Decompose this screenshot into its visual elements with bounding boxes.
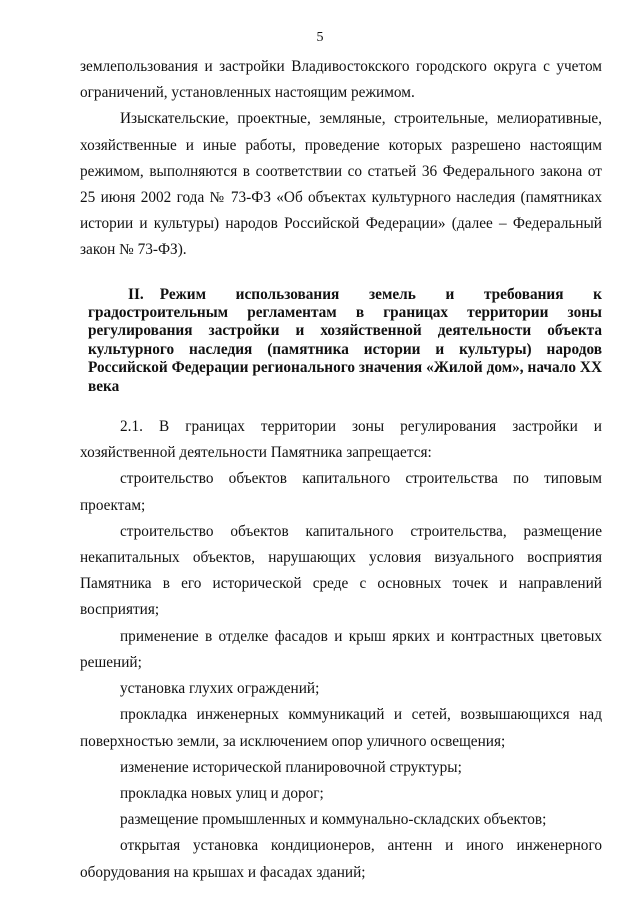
section-heading (80, 286, 602, 396)
list-item: открытая установка кондиционеров, антенн и иного инженерного оборудования на крышах и фасадах зданий; (80, 837, 602, 881)
document-body (80, 54, 602, 886)
section-number: II. (128, 285, 144, 303)
list-item: установка глухих ограждений; (120, 680, 320, 698)
list-item: изменение исторической планировочной структуры; (120, 758, 462, 776)
list-item: применение в отделке фасадов и крыш ярких и контрастных цветовых решений; (80, 627, 602, 671)
list-item: прокладка инженерных коммуникаций и сетей, возвышающихся над поверхностью земли, за исключением опор уличного освещения; (80, 706, 602, 750)
paragraph-survey-works: Изыскательские, проектные, земляные, строительные, мелиоративные, хозяйственные и иные работы, проведение которых разрешено настоящим режимом, выполняются в соответствии со статьей 36 Федерального закона от 25 июня 2002 года № 73-ФЗ «Об объектах культурного наследия (памятниках истории и культуры) народов Российской Федерации» (далее – Федеральный закон № 73-ФЗ). (80, 110, 602, 259)
list-item: размещение промышленных и коммунально-складских объектов; (120, 811, 547, 829)
list-item: строительство объектов капитального строительства, размещение некапитальных объектов, нарушающих условия визуального восприятия Памятника в его исторической среде с основных точек и направлений восприятия; (80, 522, 602, 619)
page-number: 5 (316, 30, 324, 45)
clause-intro: 2.1. В границах территории зоны регулирования застройки и хозяйственной деятельности Памятника запрещается: (80, 418, 602, 462)
section-title: Режим использования земель и требования к градостроительным регламентам в границах территории зоны регулирования застройки и хозяйственной деятельности объекта культурного наследия (памятника истории и культуры) народов Российской Федерации регионального значения «Жилой дом», начало XX века (88, 285, 602, 395)
list-item: строительство объектов капитального строительства по типовым проектам; (80, 470, 602, 514)
paragraph-continuation: землепользования и застройки Владивостокского городского округа с учетом ограничений, установленных настоящим режимом. (80, 58, 602, 102)
list-item: прокладка новых улиц и дорог; (120, 784, 324, 802)
